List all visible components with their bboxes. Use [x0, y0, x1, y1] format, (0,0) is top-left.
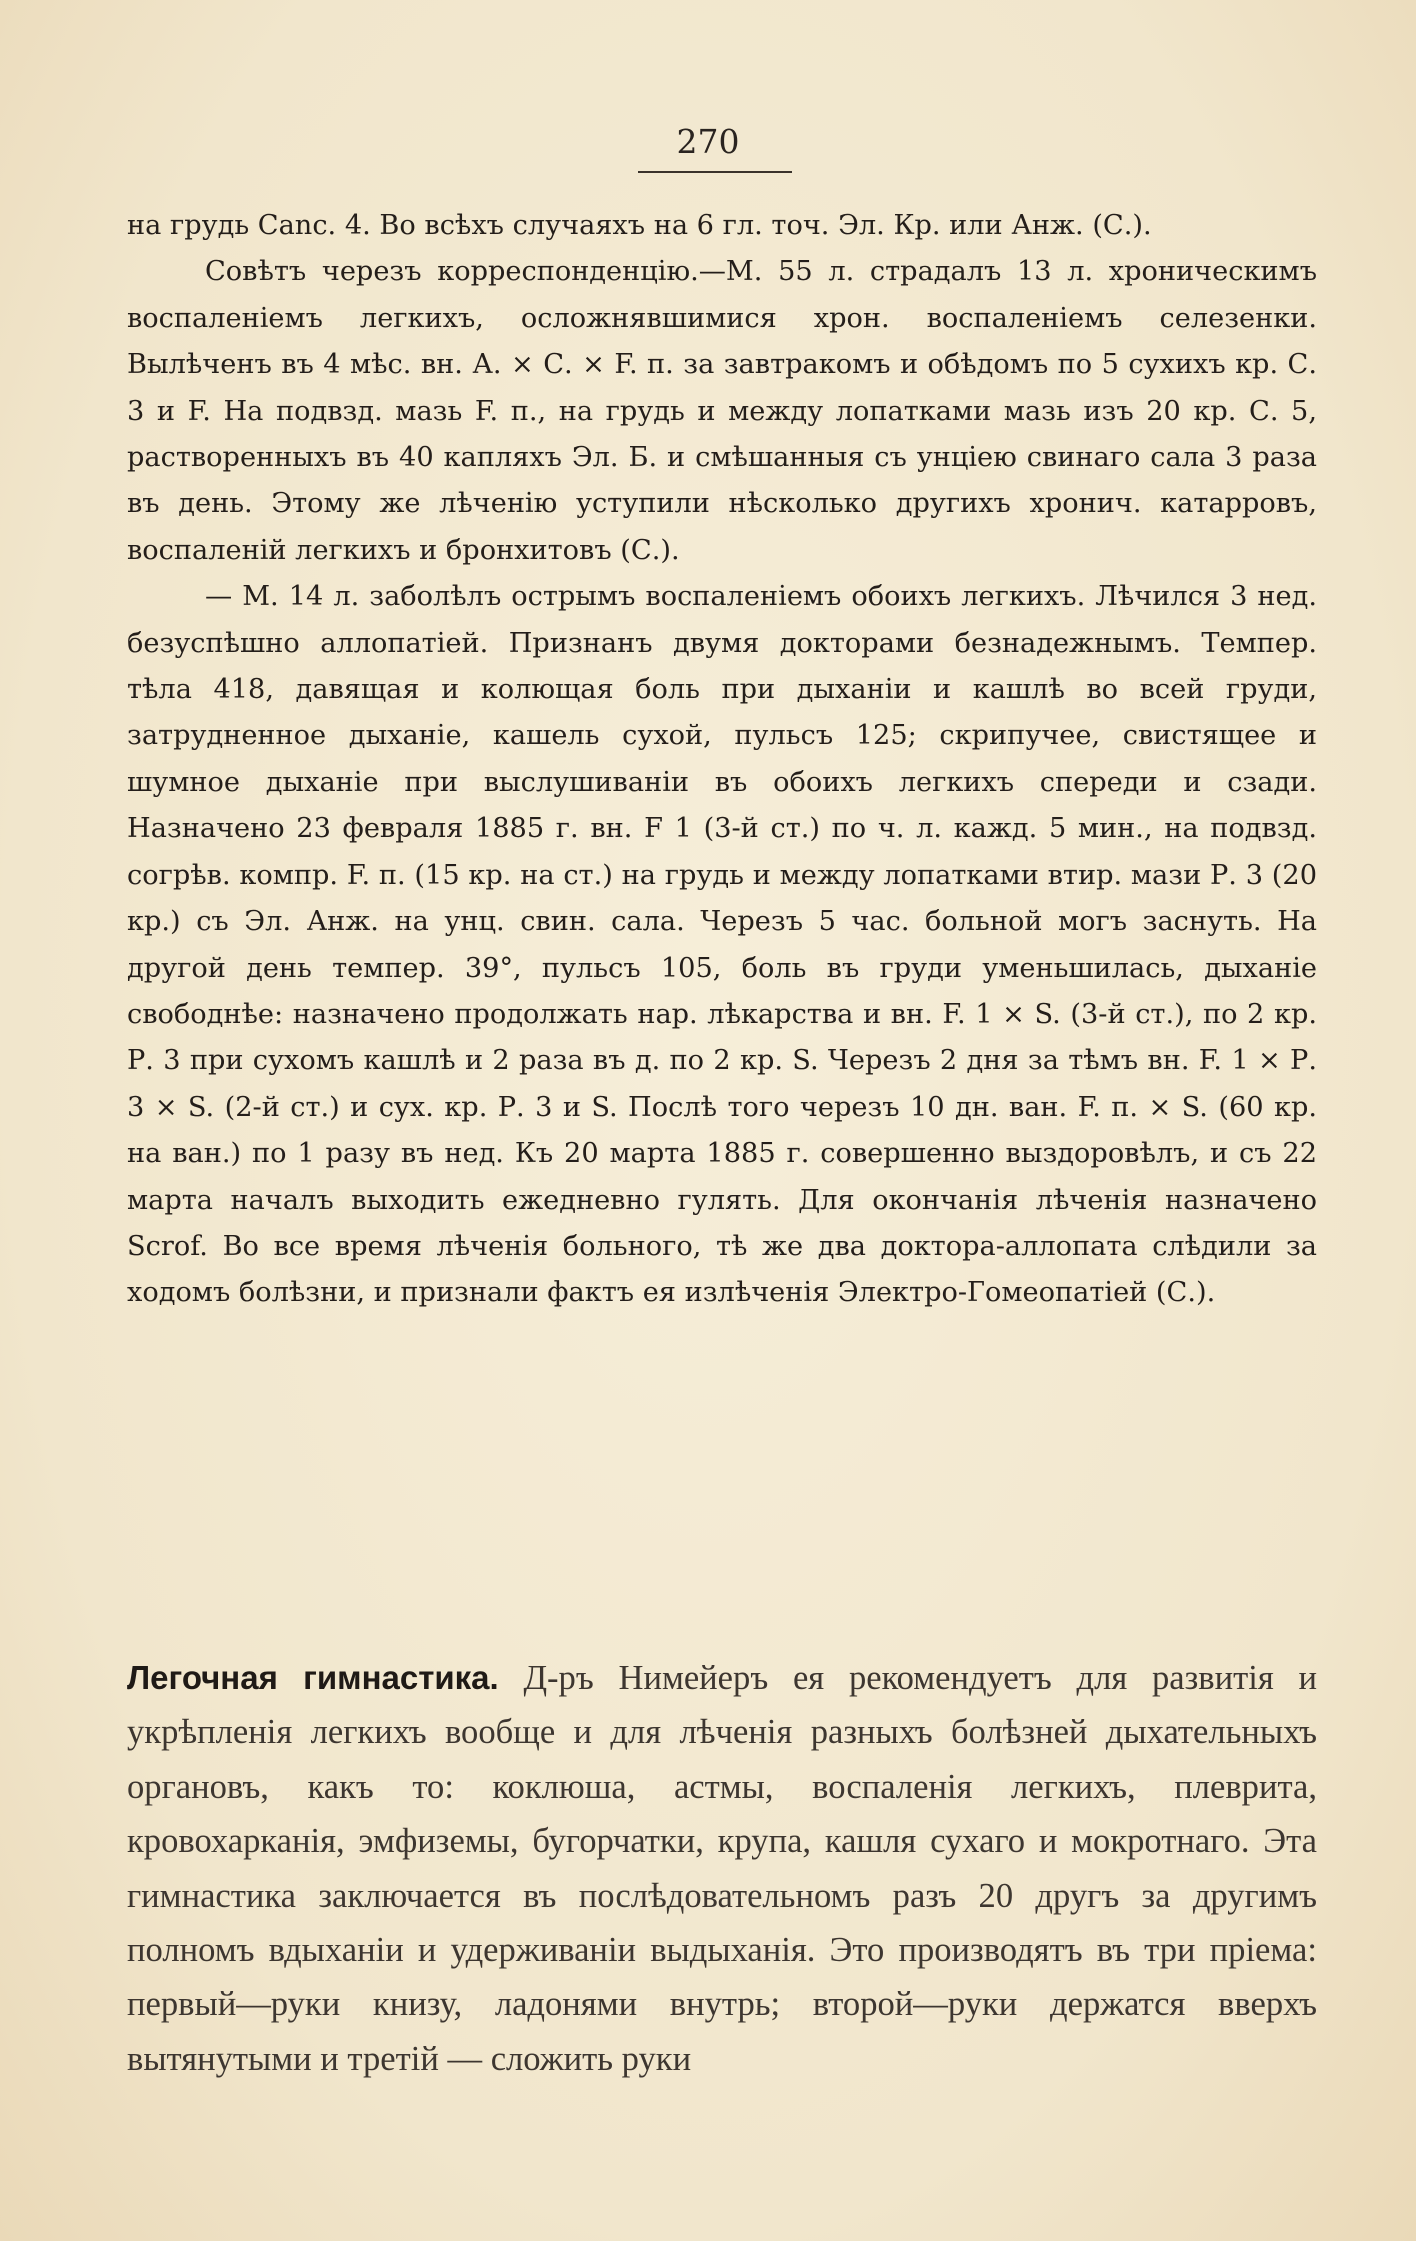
section-lung-gymnastics	[127, 1651, 1317, 2086]
paragraph-case-correspondence: Совѣтъ черезъ корреспонденцію.—М. 55 л. страдалъ 13 л. хроническимъ воспаленіемъ легкихъ, осложнявшимися хрон. воспаленіемъ селезенки. Вылѣченъ въ 4 мѣс. вн. А. × С. × F. п. за завтракомъ и обѣдомъ по 5 сухихъ кр. С. 3 и F. На подвзд. мазь F. п., на грудь и между лопатками мазь изъ 20 кр. С. 5, растворенныхъ въ 40 капляхъ Эл. Б. и смѣшанныя съ унціею свинаго сала 3 раза въ день. Этому же лѣченію уступили нѣсколько другихъ хронич. катарровъ, воспаленій легкихъ и бронхитовъ (С.).	[127, 256, 1317, 566]
section-heading: Легочная гимнастика.	[127, 1659, 499, 1696]
main-text	[127, 203, 1317, 1317]
paragraph-continued: на грудь Canc. 4. Во всѣхъ случаяхъ на 6 гл. точ. Эл. Кр. или Анж. (С.).	[127, 210, 1152, 241]
paragraph-case-pneumonia: — М. 14 л. заболѣлъ острымъ воспаленіемъ обоихъ легкихъ. Лѣчился 3 нед. безуспѣшно аллопатіей. Признанъ двумя докторами безнадежнымъ. Темпер. тѣла 418, давящая и колющая боль при дыханіи и кашлѣ во всей груди, затрудненное дыханіе, кашель сухой, пульсъ 125; скрипучее, свистящее и шумное дыханіе при выслушиваніи въ обоихъ легкихъ спереди и сзади. Назначено 23 февраля 1885 г. вн. F 1 (3-й ст.) по ч. л. кажд. 5 мин., на подвзд. согрѣв. компр. F. п. (15 кр. на ст.) на грудь и между лопатками втир. мази Р. 3 (20 кр.) съ Эл. Анж. на унц. свин. сала. Черезъ 5 час. больной могъ заснуть. На другой день темпер. 39°, пульсъ 105, боль въ груди уменьшилась, дыханіе свободнѣе: назначено продолжать нар. лѣкарства и вн. F. 1 × S. (3-й ст.), по 2 кр. Р. 3 при сухомъ кашлѣ и 2 раза въ д. по 2 кр. S. Черезъ 2 дня за тѣмъ вн. F. 1 × Р. 3 × S. (2-й ст.) и сух. кр. Р. 3 и S. Послѣ того черезъ 10 дн. ван. F. п. × S. (60 кр. на ван.) по 1 разу въ нед. Къ 20 марта 1885 г. совершенно выздоровѣлъ, и съ 22 марта началъ выходить ежедневно гулять. Для окончанія лѣченія назначено Scrof. Во все время лѣченія больного, тѣ же два доктора-аллопата слѣдили за ходомъ болѣзни, и признали фактъ ея излѣченія Электро-Гомеопатіей (С.).	[127, 581, 1317, 1309]
page-number-rule	[638, 171, 792, 173]
page-number: 270	[676, 122, 740, 161]
section-text: Д-ръ Нимейеръ ея рекомендуетъ для развитія и укрѣпленія легкихъ вообще и для лѣченія разныхъ болѣзней дыхательныхъ органовъ, какъ то: коклюша, астмы, воспаленія легкихъ, плеврита, кровохарканія, эмфиземы, бугорчатки, крупа, кашля сухаго и мокротнаго. Эта гимнастика заключается въ послѣдовательномъ разъ 20 другъ за другимъ полномъ вдыханіи и удерживаніи выдыханія. Это производятъ въ три пріема: первый—руки книзу, ладонями внутрь; второй—руки держатся вверхъ вытянутыми и третій — сложить руки	[127, 1659, 1317, 2078]
section-paragraph	[127, 1651, 1317, 2086]
